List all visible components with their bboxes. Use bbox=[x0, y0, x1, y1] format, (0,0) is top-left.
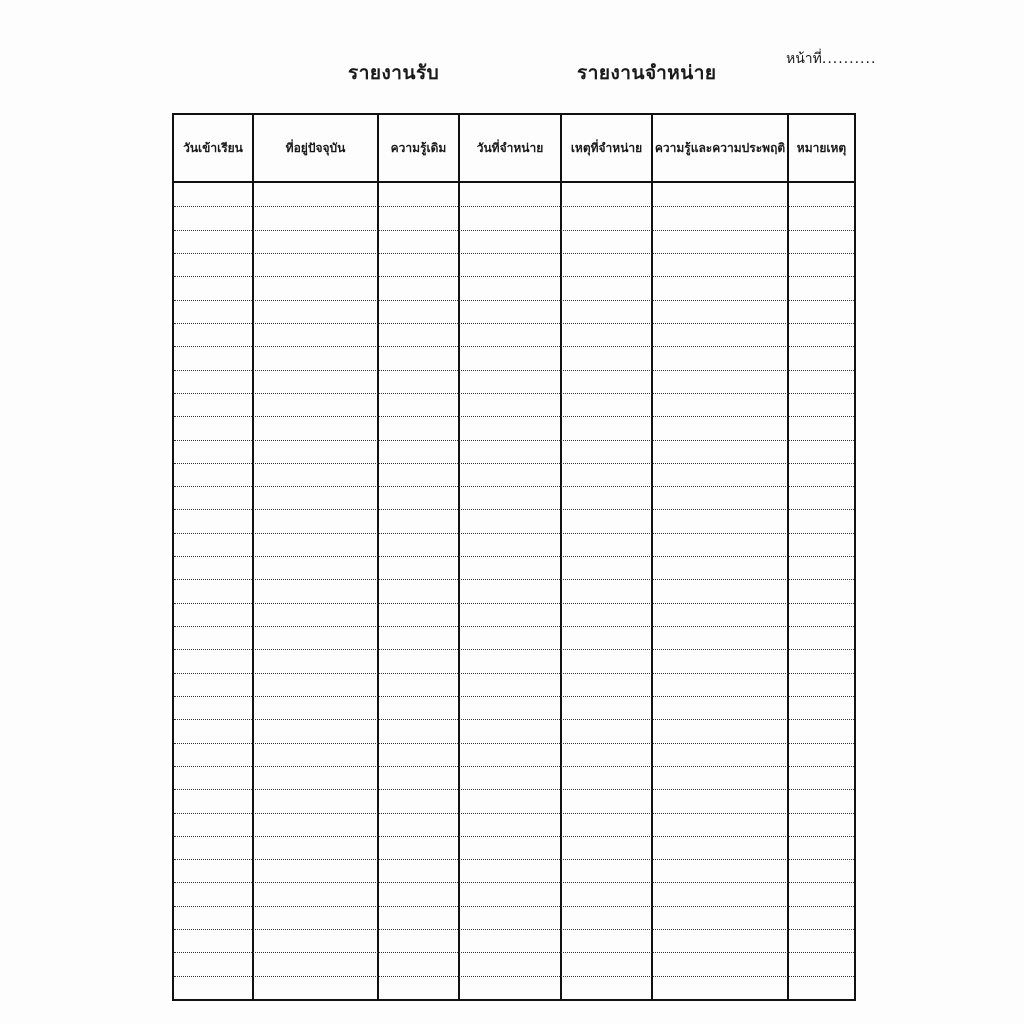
column-header-prior-knowledge: ความรู้เดิม bbox=[390, 140, 447, 155]
page-number-label: หน้าที่ bbox=[786, 51, 822, 67]
row-rule bbox=[174, 370, 854, 371]
row-rule bbox=[174, 393, 854, 394]
row-rule bbox=[174, 603, 854, 604]
page-number-blank: .......... bbox=[821, 51, 877, 67]
row-rule bbox=[174, 533, 854, 534]
row-rule bbox=[174, 276, 854, 277]
row-rule bbox=[174, 813, 854, 814]
column-header-disposal-date: วันที่จำหน่าย bbox=[476, 140, 544, 155]
row-rule bbox=[174, 253, 854, 254]
column-divider bbox=[560, 115, 562, 999]
row-rule bbox=[174, 416, 854, 417]
row-rule bbox=[174, 230, 854, 231]
column-divider bbox=[377, 115, 379, 999]
row-rule bbox=[174, 882, 854, 883]
column-header-disposal-reason: เหตุที่จำหน่าย bbox=[570, 140, 643, 155]
row-rule bbox=[174, 719, 854, 720]
row-rule bbox=[174, 323, 854, 324]
column-divider bbox=[458, 115, 460, 999]
row-rule bbox=[174, 696, 854, 697]
row-rule bbox=[174, 509, 854, 510]
row-rule bbox=[174, 789, 854, 790]
row-rule bbox=[174, 649, 854, 650]
row-rule bbox=[174, 486, 854, 487]
column-header-current-address: ที่อยู่ปัจจุบัน bbox=[285, 140, 346, 155]
row-rule bbox=[174, 743, 854, 744]
row-rule bbox=[174, 579, 854, 580]
row-rule bbox=[174, 906, 854, 907]
row-rule bbox=[174, 976, 854, 977]
heading-receive-report: รายงานรับ bbox=[348, 62, 440, 84]
table-header-row bbox=[174, 115, 854, 183]
heading-dispose-report: รายงานจำหน่าย bbox=[577, 62, 717, 84]
row-rule bbox=[174, 929, 854, 930]
row-rule bbox=[174, 206, 854, 207]
column-divider bbox=[787, 115, 789, 999]
column-header-enroll-date: วันเข้าเรียน bbox=[183, 140, 243, 155]
column-header-knowledge-conduct: ความรู้และความประพฤติ bbox=[654, 140, 786, 155]
row-rule bbox=[174, 556, 854, 557]
row-rule bbox=[174, 836, 854, 837]
page-number-field bbox=[786, 48, 876, 70]
row-rule bbox=[174, 300, 854, 301]
column-header-remarks: หมายเหตุ bbox=[796, 140, 847, 155]
row-rule bbox=[174, 766, 854, 767]
row-rule bbox=[174, 952, 854, 953]
column-divider bbox=[651, 115, 653, 999]
row-rule bbox=[174, 346, 854, 347]
column-divider bbox=[252, 115, 254, 999]
row-rule bbox=[174, 673, 854, 674]
row-rule bbox=[174, 626, 854, 627]
row-rule bbox=[174, 440, 854, 441]
row-rule bbox=[174, 463, 854, 464]
row-rule bbox=[174, 859, 854, 860]
ledger-table bbox=[172, 113, 856, 1001]
